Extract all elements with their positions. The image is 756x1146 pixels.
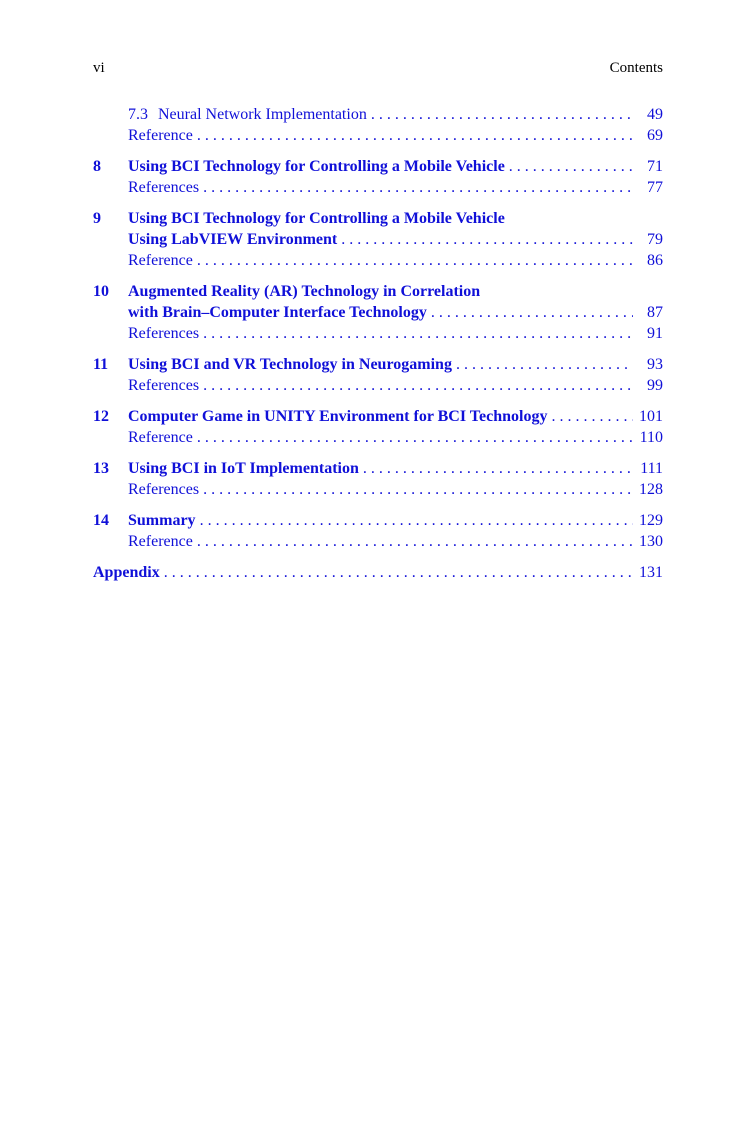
page-ref: 129	[639, 512, 663, 529]
toc-entry-ref-11[interactable]	[128, 375, 663, 396]
toc-entry-ref-14[interactable]	[128, 531, 663, 552]
leader-dots	[197, 125, 633, 146]
appendix-title: Appendix	[93, 564, 160, 581]
toc-entry-chapter-14[interactable]	[93, 510, 663, 531]
chapter-number: 10	[93, 283, 109, 300]
reference-title: References	[128, 179, 200, 196]
chapter-title: Using BCI Technology for Controlling a Mobile Vehicle	[128, 158, 505, 175]
page-ref: 128	[639, 481, 663, 498]
reference-title: References	[128, 377, 200, 394]
toc-entry-chapter-11[interactable]	[93, 354, 663, 375]
page-ref: 86	[647, 252, 663, 269]
page-ref: 99	[647, 377, 663, 394]
toc-entry-chapter-10-cont[interactable]	[128, 302, 663, 323]
chapter-number: 9	[93, 210, 101, 227]
page-ref: 93	[647, 356, 663, 373]
chapter-title: Using BCI and VR Technology in Neurogaming	[128, 356, 452, 373]
chapter-number: 12	[93, 408, 109, 425]
chapter-title-line-1: Augmented Reality (AR) Technology in Correlation	[128, 283, 481, 300]
chapter-number: 14	[93, 512, 109, 529]
toc-entry-chapter-12[interactable]	[93, 406, 663, 427]
leader-dots	[197, 531, 633, 552]
page-ref: 130	[639, 533, 663, 550]
chapter-title: Computer Game in UNITY Environment for BCI Technology	[128, 408, 548, 425]
leader-dots	[341, 229, 633, 250]
reference-title: Reference	[128, 252, 193, 269]
reference-title: References	[128, 325, 200, 342]
page-ref: 101	[639, 408, 663, 425]
toc-entry-chapter-9[interactable]	[93, 208, 663, 229]
toc-entry-ref-12[interactable]	[128, 427, 663, 448]
toc-entry-chapter-13[interactable]	[93, 458, 663, 479]
leader-dots	[203, 323, 633, 344]
chapter-title-line-2: with Brain–Computer Interface Technology	[128, 304, 427, 321]
reference-title: Reference	[128, 533, 193, 550]
toc-entry-ref-13[interactable]	[128, 479, 663, 500]
toc-entry-appendix[interactable]	[93, 562, 663, 583]
reference-title: Reference	[128, 127, 193, 144]
leader-dots	[197, 250, 633, 271]
reference-title: References	[128, 481, 200, 498]
chapter-number: 11	[93, 356, 109, 373]
section-number: 7.3	[128, 106, 148, 123]
toc-entry-chapter-10[interactable]	[93, 281, 663, 302]
reference-title: Reference	[128, 429, 193, 446]
page-ref: 79	[647, 231, 663, 248]
leader-dots	[203, 375, 633, 396]
header-running-title: Contents	[609, 60, 663, 76]
chapter-number: 8	[93, 158, 101, 175]
page-ref: 110	[639, 429, 663, 446]
toc-entry-chapter-8[interactable]	[93, 156, 663, 177]
leader-dots	[203, 479, 633, 500]
toc-entry-ref-7[interactable]	[128, 125, 663, 146]
chapter-title-line-2: Using LabVIEW Environment	[128, 231, 338, 248]
chapter-title-line-1: Using BCI Technology for Controlling a Mobile Vehicle	[128, 210, 505, 227]
leader-dots	[456, 354, 633, 375]
chapter-title: Summary	[128, 512, 196, 529]
running-header	[93, 60, 663, 77]
header-page-number: vi	[93, 60, 105, 76]
leader-dots	[203, 177, 633, 198]
toc-entry-chapter-9-cont[interactable]	[128, 229, 663, 250]
page-ref: 49	[647, 106, 663, 123]
table-of-contents	[93, 104, 663, 583]
page-ref: 77	[647, 179, 663, 196]
toc-entry-ref-10[interactable]	[128, 323, 663, 344]
leader-dots	[371, 104, 633, 125]
leader-dots	[363, 458, 633, 479]
page-ref: 87	[647, 304, 663, 321]
section-title: Neural Network Implementation	[158, 106, 367, 123]
page-ref: 91	[647, 325, 663, 342]
toc-entry-ref-8[interactable]	[128, 177, 663, 198]
page-ref: 131	[639, 564, 663, 581]
leader-dots	[200, 510, 633, 531]
chapter-number: 13	[93, 460, 109, 477]
leader-dots	[164, 562, 633, 583]
leader-dots	[551, 406, 633, 427]
page-ref: 71	[647, 158, 663, 175]
leader-dots	[197, 427, 633, 448]
chapter-title: Using BCI in IoT Implementation	[128, 460, 359, 477]
page-ref: 111	[640, 460, 663, 477]
page-ref: 69	[647, 127, 663, 144]
toc-entry-7-3[interactable]	[128, 104, 663, 125]
toc-entry-ref-9[interactable]	[128, 250, 663, 271]
leader-dots	[431, 302, 633, 323]
leader-dots	[509, 156, 633, 177]
